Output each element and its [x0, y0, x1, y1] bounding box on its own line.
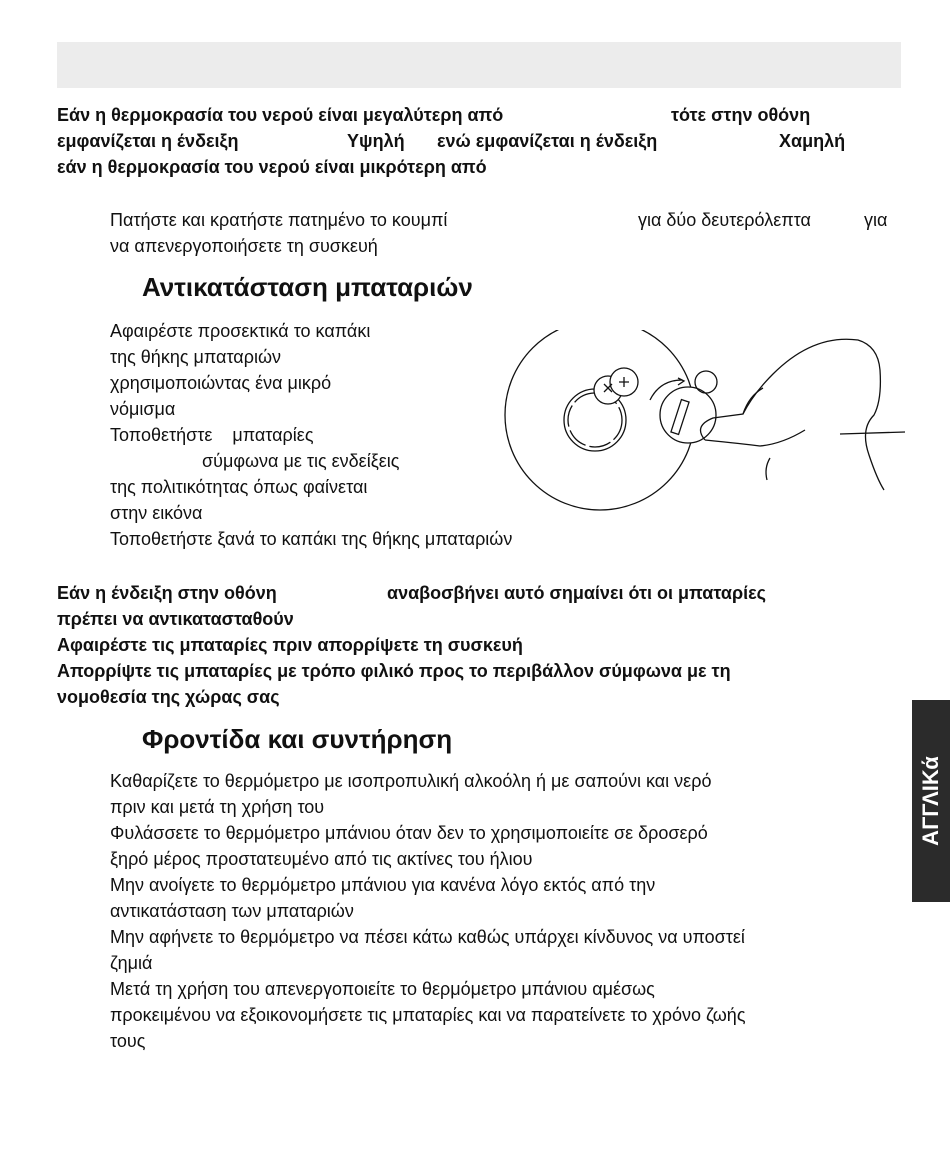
battery-line: σύμφωνα με τις ενδείξεις	[202, 451, 400, 471]
intro-line-1a: Εάν η θερμοκρασία του νερού είναι μεγαλύτερη από	[57, 105, 504, 125]
care-line: τους	[110, 1031, 146, 1051]
battery-warning	[57, 580, 901, 710]
care-line: πριν και μετά τη χρήση του	[110, 797, 325, 817]
battery-warning-line-1b: αναβοσβήνει αυτό σημαίνει ότι οι μπαταρίες	[387, 583, 767, 603]
battery-line: Τοποθετήστε μπαταρίες	[110, 425, 314, 445]
intro-line-2c: ενώ εμφανίζεται η ένδειξη	[437, 131, 658, 151]
battery-warning-line-5: νομοθεσία της χώρας σας	[57, 687, 280, 707]
battery-line: νόμισμα	[110, 399, 176, 419]
intro-line-2b: Υψηλή	[347, 131, 405, 151]
intro-line-1b: τότε στην οθόνη	[671, 105, 811, 125]
power-off-line-1a: Πατήστε και κρατήστε πατημένο το κουμπί	[110, 210, 448, 230]
battery-line: της πολιτικότητας όπως φαίνεται	[110, 477, 368, 497]
battery-cover-coin-hand-illustration	[500, 330, 905, 530]
battery-warning-line-4: Απορρίψτε τις μπαταρίες με τρόπο φιλικό προς το περιβάλλον σύμφωνα με τη	[57, 661, 731, 681]
care-line: Μην αφήνετε το θερμόμετρο να πέσει κάτω καθώς υπάρχει κίνδυνος να υποστεί	[110, 927, 745, 947]
power-off-paragraph	[110, 207, 901, 259]
power-off-line-2: να απενεργοποιήσετε τη συσκευή	[110, 236, 378, 256]
battery-warning-line-2: πρέπει να αντικατασταθούν	[57, 609, 294, 629]
care-line: προκειμένου να εξοικονομήσετε τις μπαταρίες και να παρατείνετε το χρόνο ζωής	[110, 1005, 746, 1025]
care-line: Μην ανοίγετε το θερμόμετρο μπάνιου για κανένα λόγο εκτός από την	[110, 875, 656, 895]
battery-line: στην εικόνα	[110, 503, 203, 523]
battery-section-heading: Αντικατάσταση μπαταριών	[142, 272, 473, 302]
care-line: Φυλάσσετε το θερμόμετρο μπάνιου όταν δεν το χρησιμοποιείτε σε δροσερό	[110, 823, 708, 843]
care-section-heading: Φροντίδα και συντήρηση	[142, 724, 453, 754]
battery-line: Αφαιρέστε προσεκτικά το καπάκι	[110, 321, 371, 341]
care-line: ζημιά	[110, 953, 153, 973]
battery-line: της θήκης μπαταριών	[110, 347, 281, 367]
intro-line-2d: Χαμηλή	[779, 131, 846, 151]
language-side-tab	[912, 700, 950, 902]
care-line: αντικατάσταση των μπαταριών	[110, 901, 354, 921]
intro-paragraph	[57, 102, 901, 180]
header-bar	[57, 42, 901, 88]
language-side-tab-label: ΑΓΓΛΙΚά	[918, 756, 943, 846]
battery-line: Τοποθετήστε ξανά το καπάκι της θήκης μπαταριών	[110, 529, 513, 549]
care-line: ξηρό μέρος προστατευμένο από τις ακτίνες του ήλιου	[110, 849, 533, 869]
care-instructions	[110, 768, 901, 1054]
intro-line-3: εάν η θερμοκρασία του νερού είναι μικρότερη από	[57, 157, 487, 177]
power-off-line-1b: για δύο δευτερόλεπτα	[638, 210, 811, 230]
battery-warning-line-3: Αφαιρέστε τις μπαταρίες πριν απορρίψετε τη συσκευή	[57, 635, 523, 655]
battery-warning-line-1a: Εάν η ένδειξη στην οθόνη	[57, 583, 277, 603]
intro-line-2a: εμφανίζεται η ένδειξη	[57, 131, 239, 151]
care-line: Καθαρίζετε το θερμόμετρο με ισοπροπυλική αλκοόλη ή με σαπούνι και νερό	[110, 771, 712, 791]
battery-line: χρησιμοποιώντας ένα μικρό	[110, 373, 332, 393]
care-line: Μετά τη χρήση του απενεργοποιείτε το θερμόμετρο μπάνιου αμέσως	[110, 979, 655, 999]
power-off-line-1c: για	[864, 210, 888, 230]
